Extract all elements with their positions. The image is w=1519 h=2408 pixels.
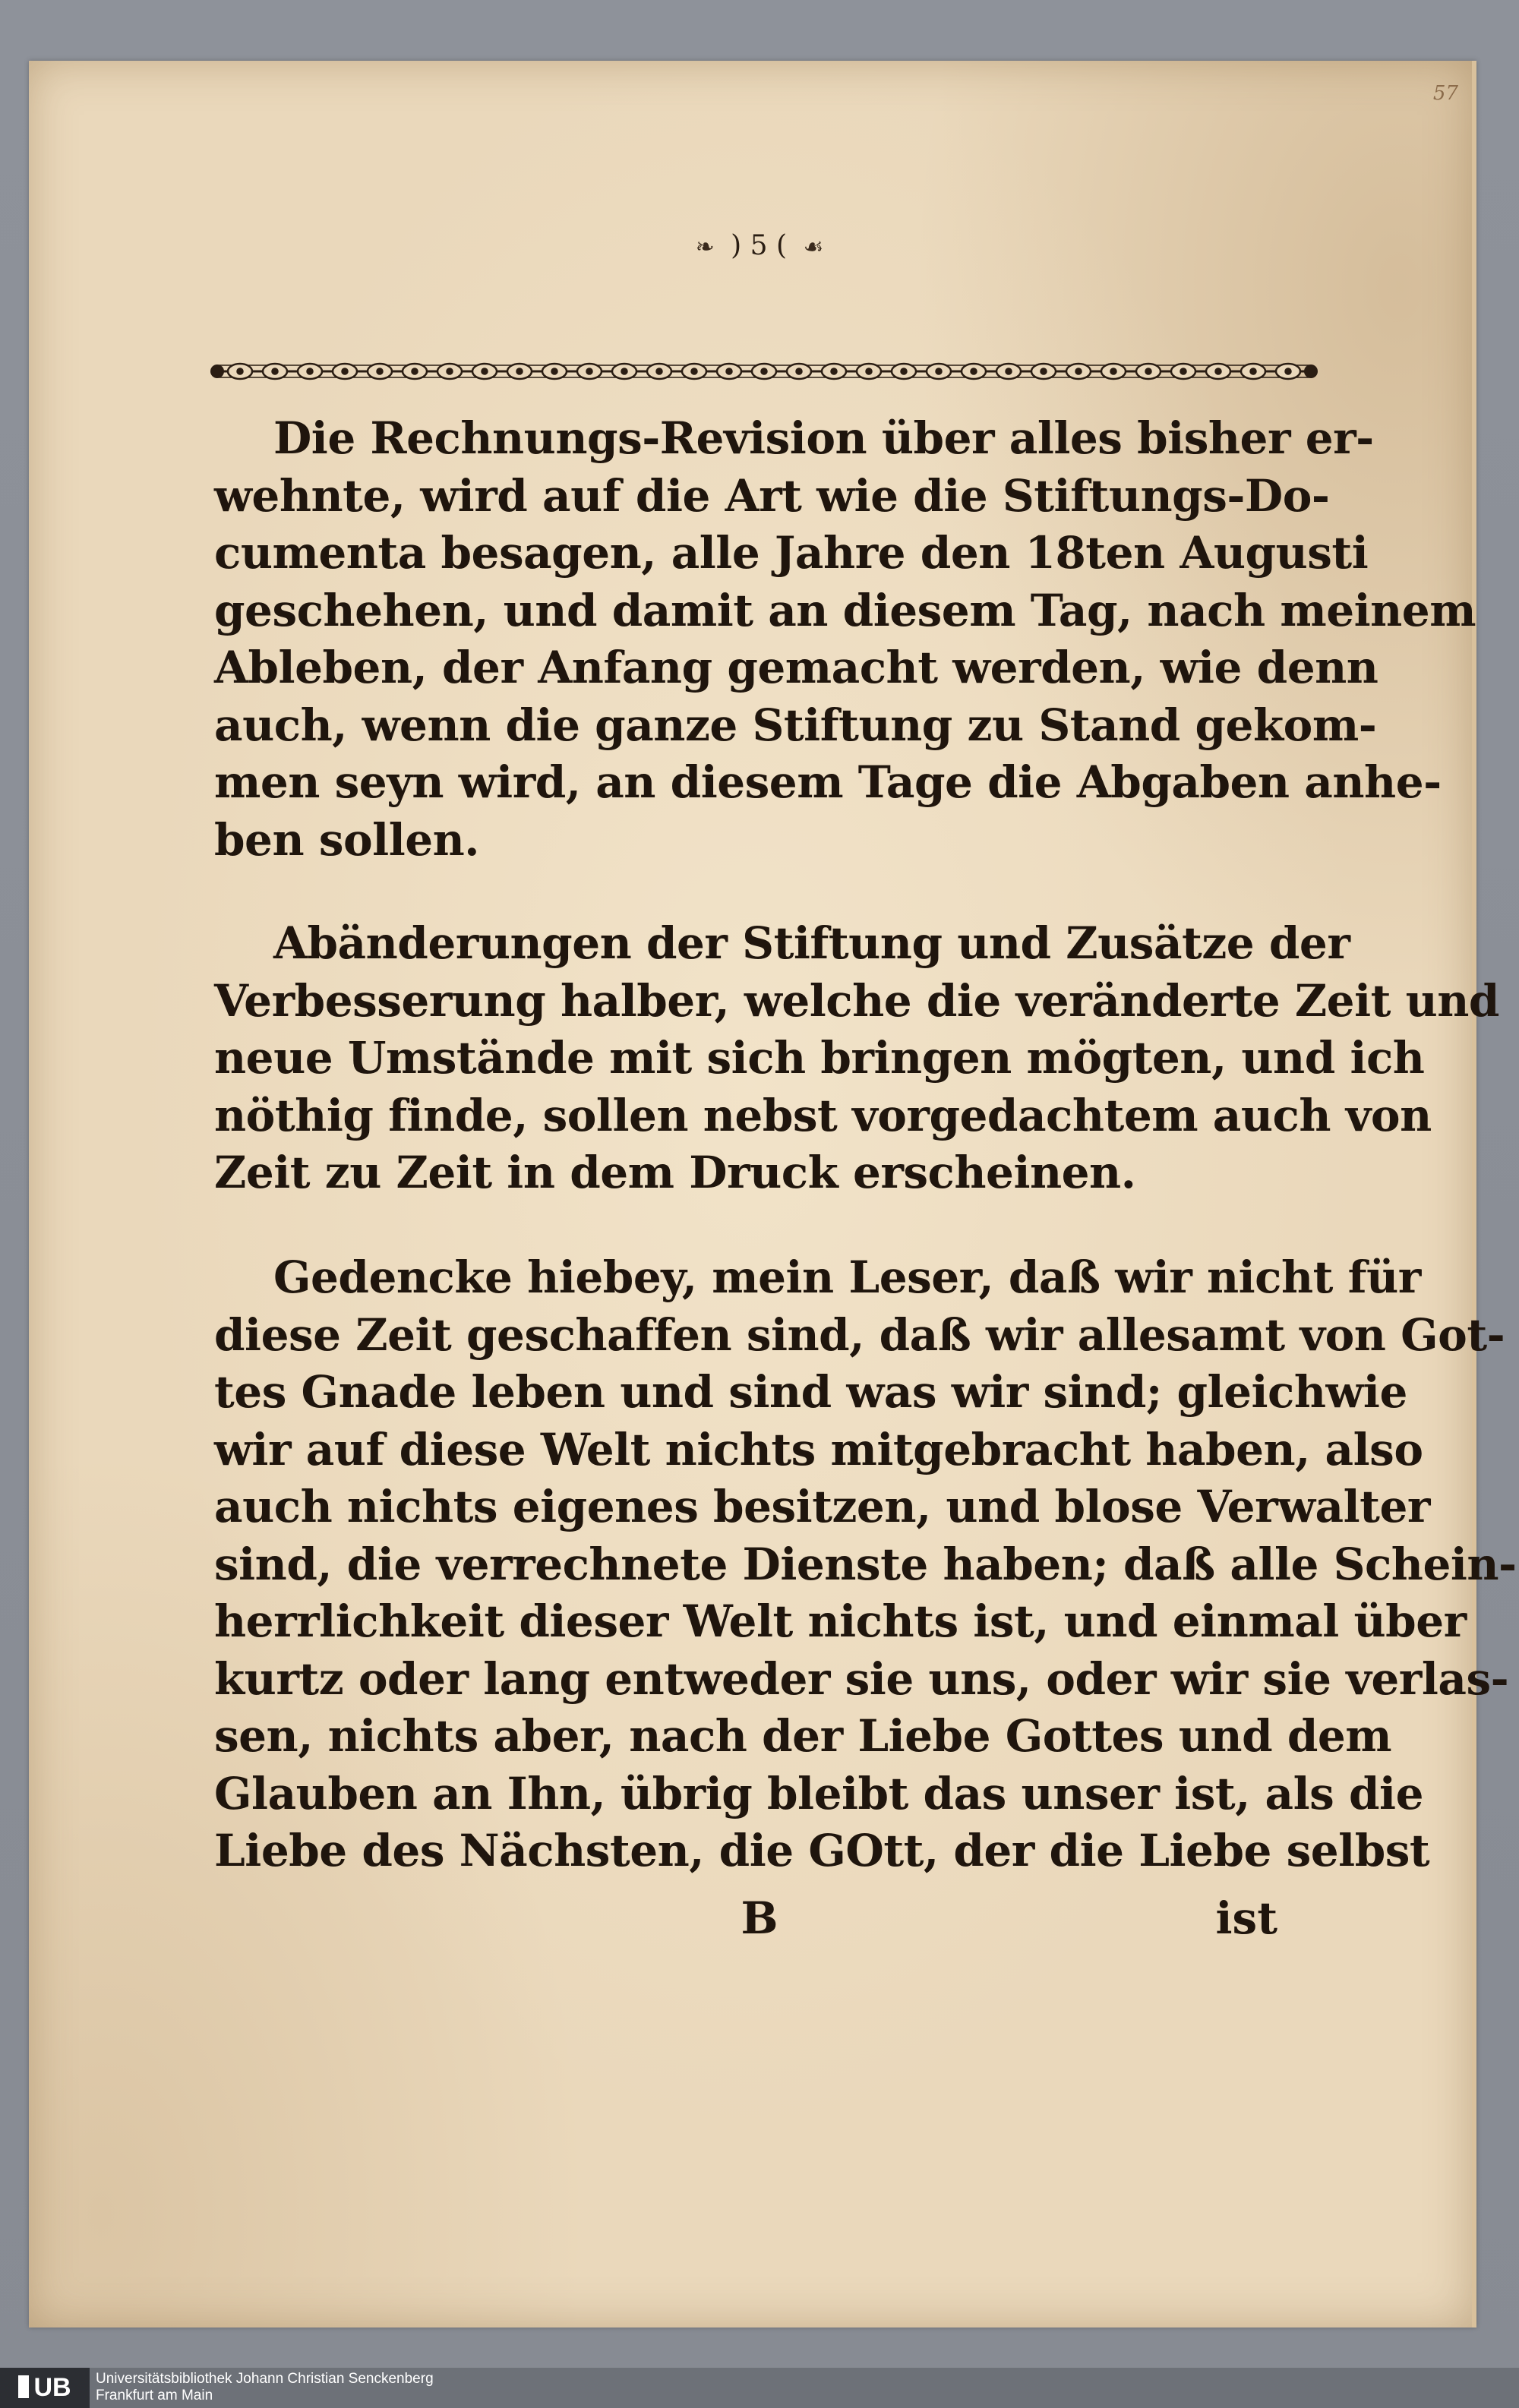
text-line: auch, wenn die ganze Stiftung zu Stand gekom- [214,699,1377,751]
text-line: wir auf diese Welt nichts mitgebracht haben, also [214,1423,1423,1475]
signature-mark: B [741,1892,778,1944]
decorative-border-ornament [210,357,1318,386]
text-line: Ableben, der Anfang gemacht werden, wie denn [214,642,1378,693]
text-line: sind, die verrechnete Dienste haben; daß alle Schein- [214,1538,1517,1590]
text-line: neue Umstände mit sich bringen mögten, und ich [214,1032,1425,1084]
library-logo: UB [0,2368,90,2408]
library-name: Universitätsbibliothek Johann Christian Senckenberg [96,2371,434,2387]
library-city: Frankfurt am Main [96,2387,213,2403]
corner-folio-number: 57 [1432,82,1458,105]
text-line: Glauben an Ihn, übrig bleibt das unser ist, als die [214,1767,1423,1819]
text-line: Liebe des Nächsten, die GOtt, der die Liebe selbst [214,1825,1430,1876]
logo-mark-icon [18,2375,29,2398]
text-line: Verbesserung halber, welche die veränderte Zeit und [214,974,1499,1027]
text-line: wehnte, wird auf die Art wie die Stiftungs-Do- [214,469,1330,522]
text-line: Gedencke hiebey, mein Leser, daß wir nicht für [273,1251,1421,1303]
text-line: cumenta besagen, alle Jahre den 18ten Augusti [214,527,1369,579]
catchword: ist [1215,1892,1277,1944]
paragraph-revision [214,410,1476,869]
text-line: kurtz oder lang entweder sie uns, oder wir sie verlas- [214,1652,1509,1705]
text-line: Zeit zu Zeit in dem Druck erscheinen. [214,1147,1136,1198]
text-line: geschehen, und damit an diesem Tag, nach meinem [214,584,1476,636]
text-line: Die Rechnungs-Revision über alles bisher er- [273,412,1374,464]
text-line: tes Gnade leben und sind was wir sind; gleichwie [214,1366,1407,1418]
paragraph-reflection [214,1249,1517,1880]
paragraph-amendments [214,915,1499,1202]
page-number: ) 5 ( [731,230,788,261]
left-flourish-icon: ❧ [695,234,715,260]
text-line: ben sollen. [214,813,479,866]
right-flourish-icon: ☙ [803,234,824,260]
page-number-header [0,230,1519,261]
text-line: herrlichkeit dieser Welt nichts ist, und einmal über [214,1595,1467,1647]
text-line: men seyn wird, an diesem Tage die Abgaben anhe- [214,756,1442,808]
text-line: Abänderungen der Stiftung und Zusätze der [273,917,1350,969]
text-line: nöthig finde, sollen nebst vorgedachtem auch von [214,1089,1432,1141]
text-line: diese Zeit geschaffen sind, daß wir allesamt von Got- [214,1308,1505,1361]
library-credit [96,2371,434,2404]
text-line: auch nichts eigenes besitzen, und blose Verwalter [214,1481,1430,1532]
text-line: sen, nichts aber, nach der Liebe Gottes und dem [214,1710,1392,1762]
